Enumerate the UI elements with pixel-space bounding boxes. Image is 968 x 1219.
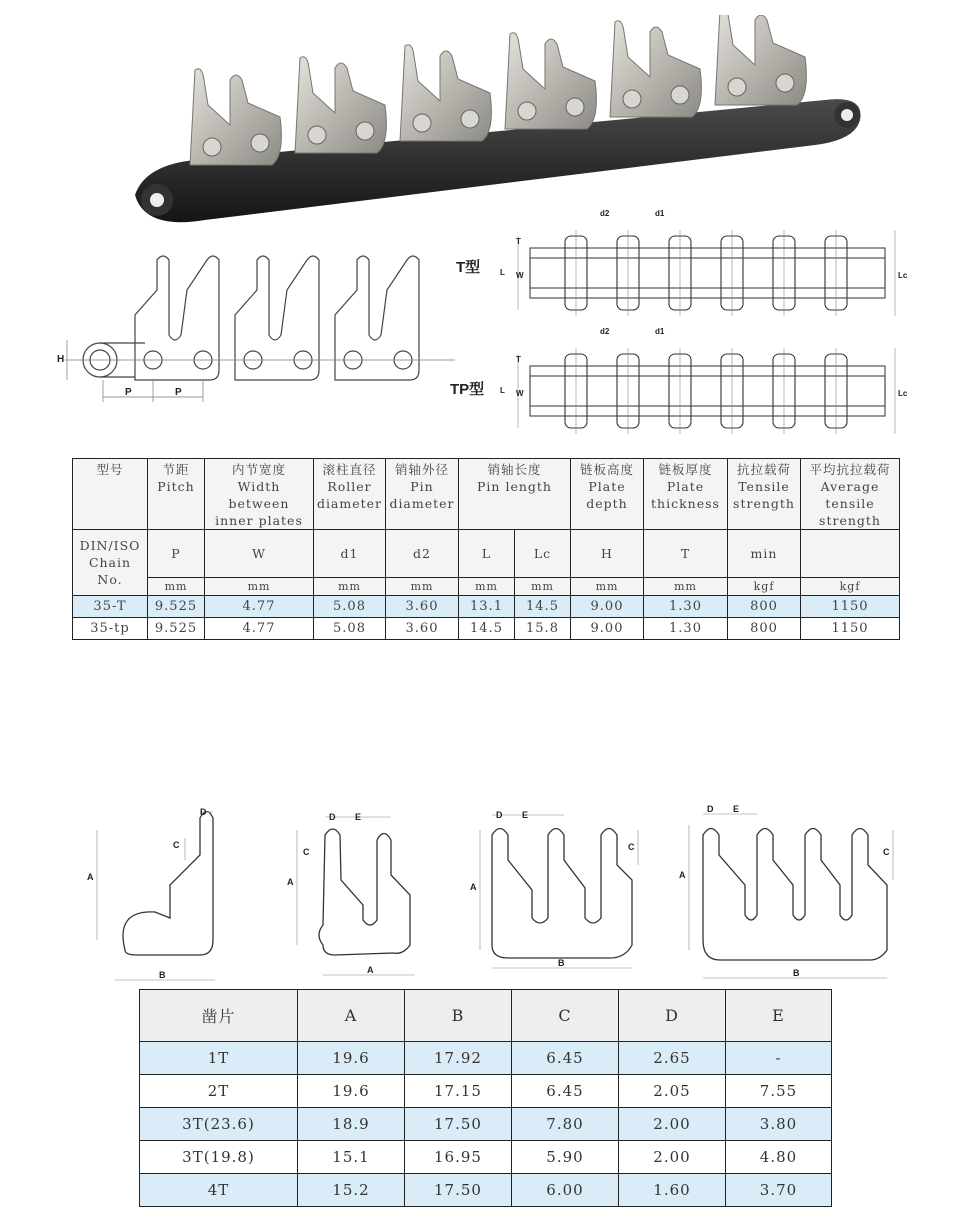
hdr-pitch: 节距 Pitch <box>148 459 205 530</box>
table-row <box>73 618 900 640</box>
sym-cell: W <box>205 530 314 578</box>
cell: 13.1 <box>459 596 515 618</box>
side-plate <box>135 256 219 380</box>
cell: 800 <box>728 618 801 640</box>
hdr-b: B <box>405 990 512 1042</box>
cell: 4.80 <box>726 1141 832 1174</box>
cell: 1.30 <box>644 596 728 618</box>
table-row <box>140 1174 832 1207</box>
cell: 16.95 <box>405 1141 512 1174</box>
sym-cell: d1 <box>314 530 386 578</box>
hdr-a: A <box>298 990 405 1042</box>
dim-a: A <box>87 872 94 882</box>
hdr-width: 内节宽度 Width between inner plates <box>205 459 314 530</box>
cell: 9.525 <box>148 618 205 640</box>
dim-a: A <box>287 877 294 887</box>
hdr-avg-tensile: 平均抗拉载荷 Average tensile strength <box>801 459 900 530</box>
cell: 17.92 <box>405 1042 512 1075</box>
dim-c: C <box>173 840 180 850</box>
side-view-drawing <box>55 250 475 410</box>
cell: 6.00 <box>512 1174 619 1207</box>
dim-c: C <box>628 842 635 852</box>
unit-cell: kgf <box>801 578 900 596</box>
sym-cell: T <box>644 530 728 578</box>
cell: 1.60 <box>619 1174 726 1207</box>
tooth-dimension-table <box>139 989 832 1207</box>
unit-cell: mm <box>459 578 515 596</box>
cell: 2.05 <box>619 1075 726 1108</box>
cell: 1150 <box>801 618 900 640</box>
cell: 1T <box>140 1042 298 1075</box>
cell: 18.9 <box>298 1108 405 1141</box>
cell: 2.65 <box>619 1042 726 1075</box>
cell: 4T <box>140 1174 298 1207</box>
t-t-label: T <box>516 237 521 246</box>
cell: - <box>726 1042 832 1075</box>
tp-lc-label: Lc <box>898 389 908 398</box>
height-label: H <box>57 354 65 365</box>
tp-type-top-view <box>450 318 920 443</box>
rivet <box>518 102 536 120</box>
cell: 17.50 <box>405 1174 512 1207</box>
rivet <box>203 138 221 156</box>
cell: 6.45 <box>512 1042 619 1075</box>
cell: 3.80 <box>726 1108 832 1141</box>
dim-d: D <box>707 804 714 814</box>
sym-cell: L <box>459 530 515 578</box>
cell: 15.2 <box>298 1174 405 1207</box>
cell: 3.70 <box>726 1174 832 1207</box>
hdr-d: D <box>619 990 726 1042</box>
cell: 15.8 <box>515 618 571 640</box>
cell: 7.55 <box>726 1075 832 1108</box>
tp-d2-label: d2 <box>600 327 610 336</box>
hdr-pin: 销轴外径 Pin diameter <box>386 459 459 530</box>
t-w-label: W <box>516 271 524 280</box>
cell: 3T(19.8) <box>140 1141 298 1174</box>
cell: 7.80 <box>512 1108 619 1141</box>
rivet <box>461 110 479 128</box>
chain-spec-table <box>72 458 900 640</box>
rivet <box>776 74 794 92</box>
cell: 17.15 <box>405 1075 512 1108</box>
cell: 4.77 <box>205 596 314 618</box>
cell: 15.1 <box>298 1141 405 1174</box>
table-row <box>140 1141 832 1174</box>
cell: 2.00 <box>619 1141 726 1174</box>
rivet <box>728 78 746 96</box>
cell: 14.5 <box>515 596 571 618</box>
t-d2-label: d2 <box>600 209 610 218</box>
unit-cell: mm <box>386 578 459 596</box>
tooth-3t-drawing <box>460 800 645 980</box>
tooth-2t-drawing <box>285 805 435 985</box>
rivet <box>623 90 641 108</box>
unit-cell: mm <box>515 578 571 596</box>
cell: 19.6 <box>298 1042 405 1075</box>
unit-cell: mm <box>205 578 314 596</box>
tooth-4t-drawing <box>675 800 900 985</box>
tp-w-label: W <box>516 389 524 398</box>
table-row <box>140 1075 832 1108</box>
unit-cell: kgf <box>728 578 801 596</box>
dim-a: A <box>470 882 477 892</box>
cell: 17.50 <box>405 1108 512 1141</box>
cell: 4.77 <box>205 618 314 640</box>
sym-cell: P <box>148 530 205 578</box>
cell: 9.00 <box>571 618 644 640</box>
cell: 2.00 <box>619 1108 726 1141</box>
t-l-label: L <box>500 268 505 277</box>
table-row <box>140 1108 832 1141</box>
cell: 1.30 <box>644 618 728 640</box>
tp-type-label: TP型 <box>450 381 485 398</box>
cell: 9.00 <box>571 596 644 618</box>
dim-c: C <box>303 847 310 857</box>
tp-t-label: T <box>516 355 521 364</box>
cell: 19.6 <box>298 1075 405 1108</box>
t-lc-label: Lc <box>898 271 908 280</box>
hdr-e: E <box>726 990 832 1042</box>
dim-d: D <box>200 807 207 817</box>
rivet <box>251 134 269 152</box>
rivet <box>566 98 584 116</box>
hdr-tooth: 凿片 <box>140 990 298 1042</box>
cell: 5.08 <box>314 596 386 618</box>
tooth-1t-drawing <box>85 800 285 990</box>
unit-cell: mm <box>148 578 205 596</box>
dim-e: E <box>522 810 529 820</box>
rivet <box>308 126 326 144</box>
pitch-label-1: P <box>125 387 132 398</box>
cell: 3.60 <box>386 618 459 640</box>
side-plate <box>335 256 419 380</box>
table-row <box>140 1042 832 1075</box>
cell: 9.525 <box>148 596 205 618</box>
cell: 3T(23.6) <box>140 1108 298 1141</box>
dim-a: A <box>679 870 686 880</box>
dim-b: B <box>159 970 166 980</box>
cell: 1150 <box>801 596 900 618</box>
rivet <box>356 122 374 140</box>
dim-e: E <box>733 804 740 814</box>
tp-l-label: L <box>500 386 505 395</box>
cell: 2T <box>140 1075 298 1108</box>
unit-cell: mm <box>571 578 644 596</box>
t-type-top-view <box>450 200 920 325</box>
hdr-thickness: 链板厚度 Plate thickness <box>644 459 728 530</box>
dim-a-bottom: A <box>367 965 374 975</box>
cell: 3.60 <box>386 596 459 618</box>
dim-e: E <box>355 812 362 822</box>
hdr-pin-length: 销轴长度 Pin length <box>459 459 571 530</box>
tp-d1-label: d1 <box>655 327 665 336</box>
hdr-model: 型号 <box>73 459 148 530</box>
cell: 35-T <box>73 596 148 618</box>
cell: 35-tp <box>73 618 148 640</box>
sym-cell <box>801 530 900 578</box>
dim-c: C <box>883 847 890 857</box>
cell: 5.08 <box>314 618 386 640</box>
dim-d: D <box>496 810 503 820</box>
hdr-chain-no: DIN/ISO Chain No. <box>73 530 148 596</box>
unit-cell: mm <box>644 578 728 596</box>
rivet <box>413 114 431 132</box>
cell: 800 <box>728 596 801 618</box>
hdr-tensile: 抗拉载荷 Tensile strength <box>728 459 801 530</box>
t-type-label: T型 <box>456 259 481 276</box>
table-row <box>73 596 900 618</box>
hdr-depth: 链板高度 Plate depth <box>571 459 644 530</box>
dim-b: B <box>793 968 800 978</box>
sym-cell: min <box>728 530 801 578</box>
unit-cell: mm <box>314 578 386 596</box>
sym-cell: Lc <box>515 530 571 578</box>
pitch-label-2: P <box>175 387 182 398</box>
t-d1-label: d1 <box>655 209 665 218</box>
cell: 14.5 <box>459 618 515 640</box>
side-plate <box>235 256 319 380</box>
sym-cell: d2 <box>386 530 459 578</box>
hdr-c: C <box>512 990 619 1042</box>
cell: 5.90 <box>512 1141 619 1174</box>
dim-b: B <box>558 958 565 968</box>
rivet <box>671 86 689 104</box>
cell: 6.45 <box>512 1075 619 1108</box>
dim-d: D <box>329 812 336 822</box>
sym-cell: H <box>571 530 644 578</box>
hdr-roller: 滚柱直径 Roller diameter <box>314 459 386 530</box>
